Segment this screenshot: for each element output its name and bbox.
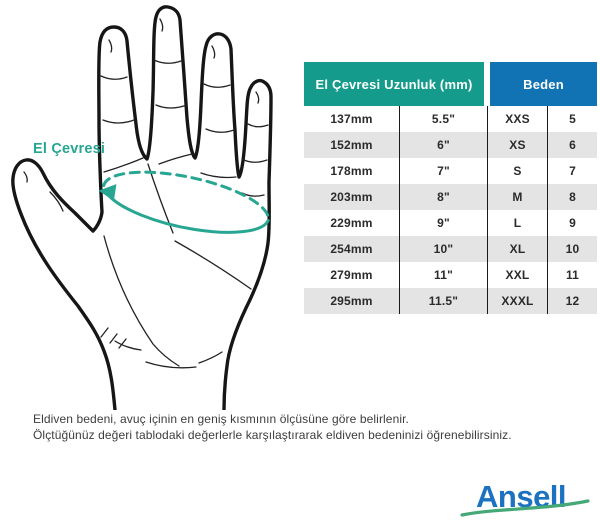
cell-circumference-mm: 152mm xyxy=(304,132,400,158)
cell-circumference-mm: 254mm xyxy=(304,236,400,262)
cell-size-number: 5 xyxy=(569,112,576,126)
cell-circumference-inch: 11" xyxy=(400,262,488,288)
size-table xyxy=(304,62,597,314)
cell-circumference-mm: 178mm xyxy=(304,158,400,184)
cell-size-letter: S xyxy=(488,158,548,184)
cell-size-letter: XXXL xyxy=(488,288,548,314)
footer-note xyxy=(33,411,588,443)
table-row xyxy=(304,158,597,184)
cell-size-number: 10 xyxy=(565,242,580,256)
cell-circumference-mm: 279mm xyxy=(304,262,400,288)
cell-circumference-mm: 203mm xyxy=(304,184,400,210)
ansell-logo-graphic xyxy=(458,476,594,520)
cell-size-letter: XXS xyxy=(488,106,548,132)
cell-circumference-inch: 8" xyxy=(400,184,488,210)
hand-outline xyxy=(13,7,271,410)
size-table-header xyxy=(304,62,597,106)
cell-size-letter: XS xyxy=(488,132,548,158)
footer-line-1: Eldiven bedeni, avuç içinin en geniş kısmının ölçüsüne göre belirlenir. xyxy=(33,412,409,426)
table-row xyxy=(304,236,597,262)
brand-name: Ansell xyxy=(476,479,567,514)
cell-size-letter: XXL xyxy=(488,262,548,288)
cell-circumference-inch: 10" xyxy=(400,236,488,262)
cell-circumference-mm: 229mm xyxy=(304,210,400,236)
hand-circumference-label: El Çevresi xyxy=(33,141,106,157)
size-table-body xyxy=(304,106,597,314)
cell-circumference-inch: 6" xyxy=(400,132,488,158)
ansell-logo xyxy=(458,476,594,520)
cell-size-number: 7 xyxy=(569,164,576,178)
hand-illustration xyxy=(0,0,300,410)
table-row xyxy=(304,262,597,288)
cell-circumference-inch: 5.5" xyxy=(400,106,488,132)
header-circumference: El Çevresi Uzunluk (mm) xyxy=(304,62,484,106)
cell-size-number: 6 xyxy=(569,138,576,152)
cell-size-letter: L xyxy=(488,210,548,236)
hand-drawing xyxy=(0,0,300,410)
cell-circumference-inch: 9" xyxy=(400,210,488,236)
header-size: Beden xyxy=(490,62,597,106)
table-row xyxy=(304,106,597,132)
table-row xyxy=(304,288,597,314)
cell-circumference-mm: 137mm xyxy=(304,106,400,132)
cell-size-number: 8 xyxy=(569,190,576,204)
cell-circumference-mm: 295mm xyxy=(304,288,400,314)
cell-circumference-inch: 11.5" xyxy=(400,288,488,314)
cell-circumference-inch: 7" xyxy=(400,158,488,184)
cell-size-number: 9 xyxy=(569,216,576,230)
cell-size-number: 11 xyxy=(565,268,580,282)
cell-size-number: 12 xyxy=(565,294,580,308)
footer-line-2: Ölçtüğünüz değeri tablodaki değerlerle karşılaştırarak eldiven bedeninizi öğrenebilirsiniz. xyxy=(33,428,512,442)
table-row xyxy=(304,132,597,158)
cell-size-letter: M xyxy=(488,184,548,210)
table-row xyxy=(304,184,597,210)
table-row xyxy=(304,210,597,236)
cell-size-letter: XL xyxy=(488,236,548,262)
